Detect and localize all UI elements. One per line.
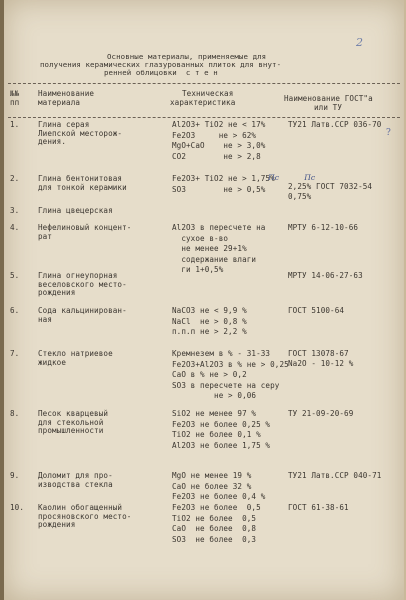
row-number: 2. [10,174,20,183]
spec-line: п.п.п не > 2,2 % [172,327,247,337]
spec-line: NaCl не > 0,8 % [172,316,247,326]
material-name-line: для тонкой керамики [38,182,127,192]
material-name-line: Лиепской месторож- [38,128,123,138]
spec-line: SO3 не более 0,3 [172,534,257,544]
material-name-line: Глина огнеупорная [38,271,118,280]
spec-line: MgO+CaO не > 3,0% [172,141,266,151]
row-number: 6. [10,306,20,315]
gost-line: ГОСТ 61-38-61 [288,503,349,512]
material-name-line: рат [38,231,53,241]
material-name-line: рождения [38,520,76,530]
material-name-line: просяновского место- [38,511,132,521]
spec-line: Fe2O3 не более 0,5 [172,503,261,512]
handwritten-question-mark: ? [386,128,391,138]
material-name-line: Каолин обогащенный [38,503,123,512]
spec-line: MgO не менее 19 % [172,471,252,480]
header-num-2: пп [10,98,20,107]
material-name-line: Песок кварцевый [38,409,109,418]
spec-line: не менее 29+1% [172,244,247,254]
spec-line: SO3 не > 0,5% [172,184,266,194]
material-name-line: Глина серая [38,120,90,129]
spec-line: TiO2 не более 0,5 [172,513,257,523]
spec-line: TiO2 не более 0,1 % [172,430,261,440]
material-name-line: Стекло натриевое [38,349,113,358]
gost-line: 2,25% ГОСТ 7032-54 [288,182,373,191]
header-name-2: материала [38,98,81,107]
material-name-line: Нефелиновый концент- [38,223,132,232]
header-bottom-rule [8,117,400,118]
spec-line: SiO2 не менее 97 % [172,409,257,418]
page-number: 2 [356,36,363,49]
spec-line: Fe2O3 не более 0,4 % [172,492,266,502]
gost-line: МРТУ 6-12-10-66 [288,223,359,232]
title-line-2: получения керамических глазурованных плиток для внут- [40,60,282,69]
header-gost-2: или ТУ [314,103,343,112]
material-name-line: Сода кальцинирован- [38,306,127,315]
gost-line: Na2O - 10-12 % [288,358,354,368]
title-line-3: ренней облицовки с т е н [104,68,218,77]
spec-line: CaO не более 0,8 [172,524,257,534]
header-spec-2: характеристика [170,98,236,107]
row-number: 7. [10,349,20,358]
material-name-line: Глина цвецерская [38,206,113,215]
header-name-1: Наименование [38,89,95,98]
row-number: 9. [10,471,20,480]
gost-line: 0,75% [288,191,312,201]
spec-line: SO3 в пересчете на серу [172,380,280,390]
material-name-line: рождения [38,288,76,298]
material-name-line: дения. [38,137,67,147]
header-gost-1: Наименование ГОСТ"а [284,94,373,103]
spec-line: Fe2O3+ TiO2 не > 1,75% [172,174,275,183]
spec-line: Fe2O3+Al2O3 в % не > 0,25 [172,359,289,369]
row-number: 5. [10,271,20,280]
gost-line: ГОСТ 13078-67 [288,349,349,358]
spec-line: CaO в % не > 0,2 [172,370,247,380]
material-name-line: жидкое [38,357,67,367]
row-number: 8. [10,409,20,418]
gost-line: ТУ21 Латв.ССР 036-70 [288,120,382,129]
material-name-line: Доломит для про- [38,471,113,480]
spec-line: Fe2O3 не более 0,25 % [172,419,271,429]
spec-line: содержание влаги [172,254,257,264]
row-number: 10. [10,503,25,512]
material-name-line: изводства стекла [38,479,113,489]
gost-line: МРТУ 14-06-27-63 [288,271,363,280]
gost-line: ГОСТ 5100-64 [288,306,345,315]
row-number: 4. [10,223,20,232]
spec-line: Fe2O3 не > 62% [172,130,257,140]
material-name-line: Глина бентонитовая [38,174,123,183]
spec-line: NaCO3 не < 9,9 % [172,306,247,315]
spec-line: Al2O3 не более 1,75 % [172,440,271,450]
row-number: 3. [10,206,20,215]
material-name-line: промышленности [38,426,104,436]
title-line-1: Основные материалы, применяемые для [107,52,267,61]
document-sheet [4,0,404,600]
spec-line: Кремнезем в % - 31-33 [172,349,271,358]
spec-line: сухое в-во [172,233,229,243]
spec-line: Al2O3+ TiO2 не < 17% [172,120,266,129]
material-name-line: веселовского место- [38,279,127,289]
gost-line: ТУ 21-09-20-69 [288,409,354,418]
handwritten-note: Пс Пс [268,173,316,182]
material-name-line: ная [38,314,53,324]
spec-line: ги 1+0,5% [172,265,224,275]
header-top-rule [8,83,400,84]
gost-line: ТУ21 Латв.ССР 040-71 [288,471,382,480]
row-number: 1. [10,120,20,129]
spec-line: не > 0,06 [172,391,257,401]
header-num-1: №№ [10,89,20,98]
spec-line: CaO не более 32 % [172,481,252,491]
material-name-line: для стекольной [38,417,104,427]
header-spec-1: Техническая [182,89,234,98]
spec-line: Al2O3 в пересчете на [172,223,266,232]
spec-line: CO2 не > 2,8 [172,151,261,161]
